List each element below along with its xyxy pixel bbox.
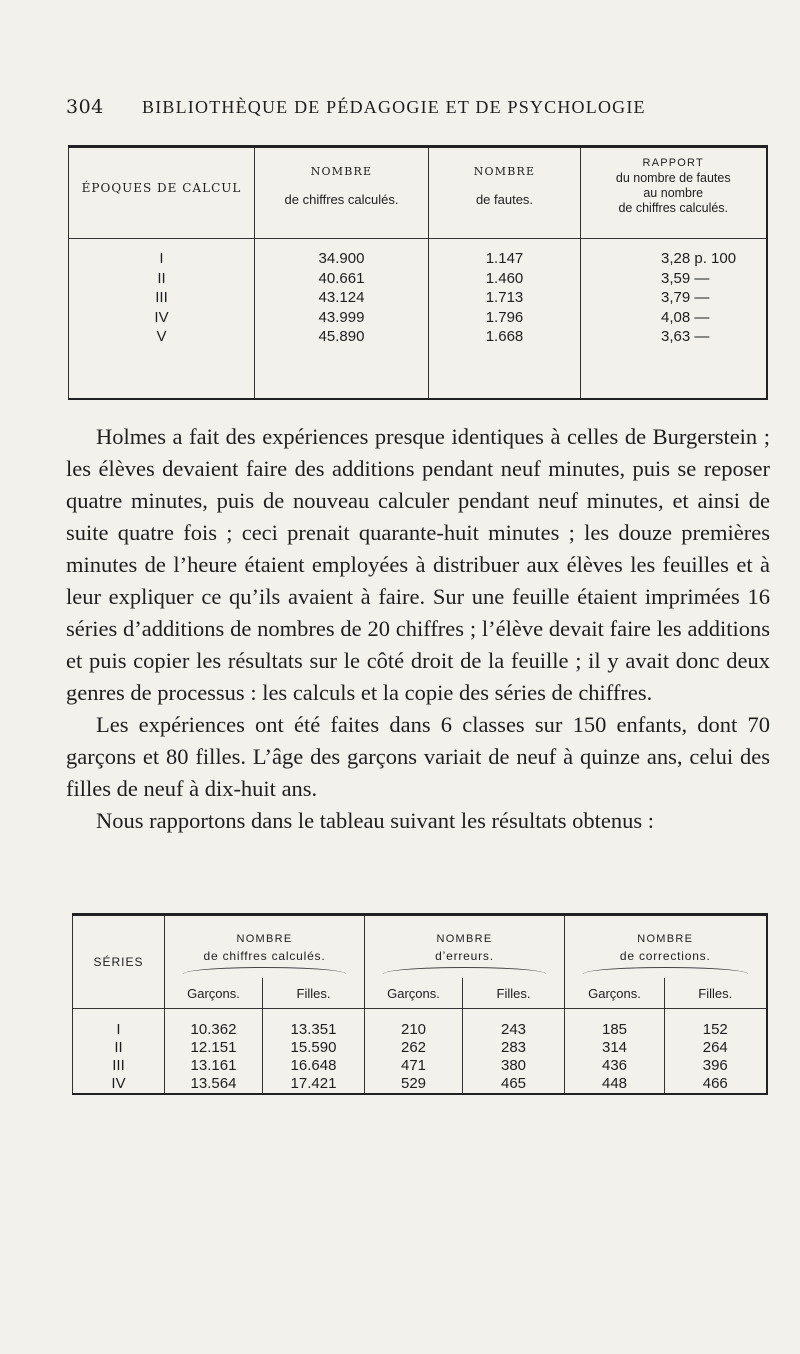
brace-icon (583, 967, 748, 974)
cell-serie: I (116, 1021, 121, 1038)
cell-value: 12.151 (190, 1039, 237, 1056)
running-header (66, 96, 766, 118)
col-corrections-filles (665, 1009, 767, 1095)
header-nombre-fautes: NOMBRE de fautes. (429, 147, 581, 225)
cell-chiffres: 34.900 (318, 250, 365, 267)
header-group-corrections: NOMBRE de corrections. (565, 915, 767, 979)
cell-epoque: II (157, 269, 166, 287)
header-series: SÉRIES (73, 915, 165, 1009)
cell-serie: IV (111, 1075, 126, 1092)
cell-chiffres: 43.999 (318, 308, 365, 326)
page-number: 304 (66, 96, 104, 118)
cell-value: 262 (400, 1039, 427, 1056)
cell-rapport: 3,63 — (661, 328, 710, 345)
header-filles: Filles. (665, 978, 767, 1009)
cell-value: 471 (400, 1057, 427, 1074)
cell-value: 436 (601, 1057, 628, 1074)
cell-value: 15.590 (290, 1039, 337, 1056)
cell-value: 13.351 (290, 1021, 337, 1038)
header-rapport: RAPPORT du nombre de fautes au nombre de chiffres calculés. (581, 147, 767, 225)
cell-value: 243 (500, 1021, 527, 1038)
col-corrections-garcons (565, 1009, 665, 1095)
cell-rapport: 4,08 — (661, 308, 710, 326)
header-filles: Filles. (463, 978, 565, 1009)
cell-fautes: 1.713 (485, 289, 524, 306)
cell-value: 152 (702, 1021, 728, 1038)
cell-epoque: V (156, 328, 167, 345)
header-epoques: ÉPOQUES DE CALCUL (69, 147, 255, 225)
running-head-title: BIBLIOTHÈQUE DE PÉDAGOGIE ET DE PSYCHOLOGIE (142, 97, 646, 117)
col-fautes (429, 239, 581, 400)
cell-value: 10.362 (190, 1021, 237, 1038)
col-chiffres-filles (263, 1009, 365, 1095)
cell-value: 466 (702, 1075, 728, 1092)
cell-chiffres: 40.661 (318, 269, 365, 287)
cell-fautes: 1.147 (485, 250, 524, 267)
cell-value: 380 (500, 1057, 527, 1074)
col-chiffres-garcons (165, 1009, 263, 1095)
paragraph: Nous rapportons dans le tableau suivant les résultats obtenus : (96, 808, 655, 833)
cell-value: 16.648 (290, 1057, 337, 1074)
cell-value: 465 (500, 1075, 527, 1092)
body-text (66, 421, 770, 837)
col-epoques (69, 239, 255, 400)
cell-value: 529 (400, 1075, 427, 1092)
brace-icon (183, 967, 346, 974)
cell-epoque: I (159, 250, 164, 267)
header-group-chiffres: NOMBRE de chiffres calculés. (165, 915, 365, 979)
header-garcons: Garçons. (565, 978, 665, 1009)
table-series-garcons-filles (72, 913, 768, 1095)
cell-value: 185 (601, 1021, 628, 1038)
cell-value: 17.421 (290, 1075, 337, 1092)
col-chiffres (255, 239, 429, 400)
cell-epoque: III (155, 289, 168, 306)
header-nombre-chiffres: NOMBRE de chiffres calculés. (255, 147, 429, 225)
cell-value: 210 (400, 1021, 427, 1038)
cell-fautes: 1.668 (485, 328, 524, 345)
table-calcul-epoques (68, 145, 768, 400)
cell-value: 264 (702, 1039, 728, 1056)
cell-fautes: 1.460 (485, 269, 524, 287)
header-group-erreurs: NOMBRE d’erreurs. (365, 915, 565, 979)
cell-fautes: 1.796 (485, 308, 524, 326)
col-erreurs-filles (463, 1009, 565, 1095)
cell-chiffres: 43.124 (318, 289, 365, 306)
cell-value: 448 (601, 1075, 628, 1092)
paragraph: Holmes a fait des expériences presque identiques à celles de Burgerstein ; les élèves devaient faire des additions pendant neuf minutes, puis se reposer quatre minutes, puis de nouveau calculer pendant neuf minutes, et ainsi de suite quatre fois ; ceci prenait quarante-huit minutes ; les douze premières minutes de l’heure étaient employées à distribuer aux élèves les feuilles et à leur expliquer ce qu’ils avaient à faire. Sur une feuille étaient imprimées 16 séries d’additions de nombres de 20 chiffres ; l’élève devait faire les additions et puis copier les résultats sur le côté droit de la feuille ; il y avait donc deux genres de processus : les calculs et la copie des séries de chiffres. (66, 424, 770, 705)
cell-serie: II (114, 1039, 123, 1056)
header-filles: Filles. (263, 978, 365, 1009)
col-erreurs-garcons (365, 1009, 463, 1095)
cell-value: 13.564 (190, 1075, 237, 1092)
cell-value: 396 (702, 1057, 728, 1074)
cell-serie: III (112, 1057, 125, 1074)
cell-rapport: 3,79 — (661, 289, 710, 306)
paragraph: Les expériences ont été faites dans 6 classes sur 150 enfants, dont 70 garçons et 80 filles. L’âge des garçons variait de neuf à quinze ans, celui des filles de neuf à dix-huit ans. (66, 712, 770, 801)
cell-epoque: IV (154, 308, 169, 326)
header-garcons: Garçons. (165, 978, 263, 1009)
cell-rapport: 3,59 — (661, 269, 710, 287)
cell-rapport: 3,28 p. 100 (661, 250, 737, 267)
col-rapport (581, 239, 767, 400)
cell-value: 13.161 (190, 1057, 237, 1074)
cell-value: 314 (601, 1039, 628, 1056)
brace-icon (383, 967, 546, 974)
header-garcons: Garçons. (365, 978, 463, 1009)
cell-value: 283 (500, 1039, 527, 1056)
col-series (73, 1009, 165, 1095)
cell-chiffres: 45.890 (318, 328, 365, 345)
